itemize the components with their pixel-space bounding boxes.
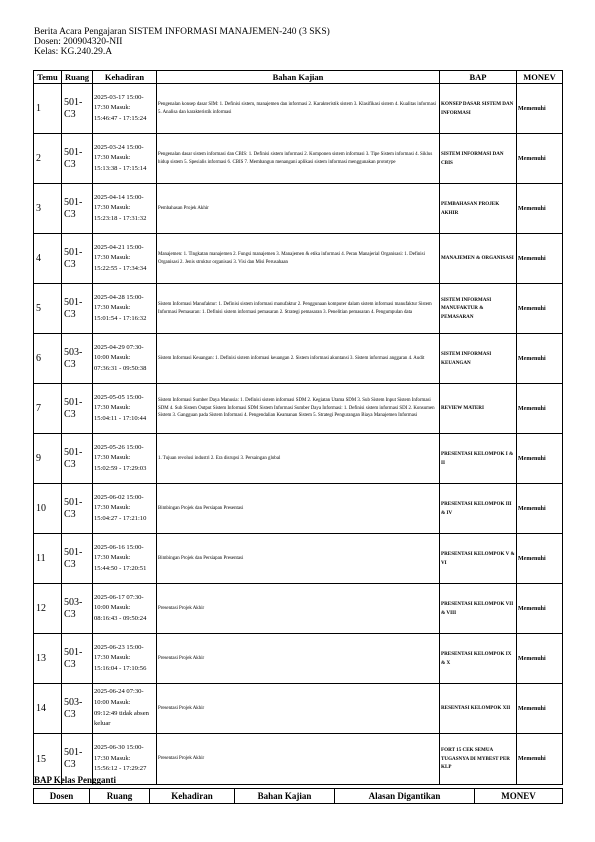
cell-monev: Memenuhi <box>517 634 563 684</box>
cell-bap: KONSEP DASAR SISTEM DAN INFORMASI <box>440 84 517 134</box>
cell-temu: 4 <box>34 234 62 284</box>
cell-monev: Memenuhi <box>517 484 563 534</box>
table-row <box>34 684 563 734</box>
cell-temu: 1 <box>34 84 62 134</box>
cell-kehadiran: 2025-04-28 15:00-17:30 Masuk: 15:01:54 - 17:16:32 <box>93 284 157 334</box>
table-header-row <box>34 71 563 84</box>
table-row <box>34 384 563 434</box>
cell-monev: Memenuhi <box>517 534 563 584</box>
cell-kehadiran: 2025-04-29 07:30-10:00 Masuk: 07:36:31 - 09:50:38 <box>93 334 157 384</box>
cell-monev: Memenuhi <box>517 334 563 384</box>
cell-bap: SISTEM INFORMASI KEUANGAN <box>440 334 517 384</box>
cell-bahan-kajian: Presentasi Projek Akhir <box>157 684 440 734</box>
cell-kehadiran: 2025-05-26 15:00-17:30 Masuk: 15:02:59 - 17:29:03 <box>93 434 157 484</box>
table-row <box>34 84 563 134</box>
cell-temu: 12 <box>34 584 62 634</box>
col-header-temu: Temu <box>34 71 62 84</box>
cell-kehadiran: 2025-06-24 07:30-10:00 Masuk: 09:12:49 tidak absen keluar <box>93 684 157 734</box>
cell-monev: Memenuhi <box>517 384 563 434</box>
cell-ruang: 501-C3 <box>62 484 93 534</box>
table-body <box>34 84 563 785</box>
table-row <box>34 484 563 534</box>
col-header-kehadiran: Kehadiran <box>93 71 157 84</box>
table-row <box>34 134 563 184</box>
cell-bahan-kajian: Pengenalan dasar sistem informasi dan CBIS: 1. Definisi sistem informasi 2. Komponen sistem informasi 3. Tipe Sistem informasi 4. Siklus hidup sistem 5. Spesialis informasi 6. CBIS 7. Membangun menangani aplikasi sistem informasi menggunakan prototype <box>157 134 440 184</box>
cell-kehadiran: 2025-04-14 15:00-17:30 Masuk: 15:23:18 - 17:31:32 <box>93 184 157 234</box>
cell-bap: SISTEM INFORMASI DAN CBIS <box>440 134 517 184</box>
cell-monev: Memenuhi <box>517 284 563 334</box>
table-row <box>34 234 563 284</box>
cell-monev: Memenuhi <box>517 184 563 234</box>
cell-bap: REVIEW MATERI <box>440 384 517 434</box>
cell-monev: Memenuhi <box>517 734 563 785</box>
cell-monev: Memenuhi <box>517 134 563 184</box>
cell-bap: PRESENTASI KELOMPOK I & II <box>440 434 517 484</box>
cell-temu: 15 <box>34 734 62 785</box>
cell-kehadiran: 2025-03-17 15:00-17:30 Masuk: 15:46:47 - 17:15:24 <box>93 84 157 134</box>
table-row <box>34 284 563 334</box>
cell-bahan-kajian: Presentasi Projek Akhir <box>157 734 440 785</box>
cell-monev: Memenuhi <box>517 684 563 734</box>
pengganti-col-alasan: Alasan Digantikan <box>335 789 475 804</box>
col-header-bahan-kajian: Bahan Kajian <box>157 71 440 84</box>
cell-bap: SISTEM INFORMASI MANUFAKTUR & PEMASARAN <box>440 284 517 334</box>
cell-bahan-kajian: Sistem Informasi Keuangan: 1. Definisi sistem informasi keuangan 2. Sistem informasi akuntansi 3. Sistem informasi anggaran 4. Audit <box>157 334 440 384</box>
cell-temu: 14 <box>34 684 62 734</box>
cell-bahan-kajian: Sistem Informasi Manufaktur: 1. Definisi sistem informasi manufaktur 2. Penggunaan komputer dalam sistem informasi manufaktur Sistem Informasi Pemasaran: 1. Definisi sistem informasi pemasaran 2. Strategi pemasaran 3. Penelitian pemasaran 4. Pengumpulan data <box>157 284 440 334</box>
table-row <box>34 334 563 384</box>
cell-ruang: 501-C3 <box>62 184 93 234</box>
document-title: Berita Acara Pengajaran SISTEM INFORMASI MANAJEMEN-240 (3 SKS) <box>34 27 330 37</box>
table-row <box>34 434 563 484</box>
cell-bahan-kajian: Bimbingan Projek dan Persiapan Presentasi <box>157 534 440 584</box>
pengganti-col-kehadiran: Kehadiran <box>150 789 235 804</box>
cell-temu: 10 <box>34 484 62 534</box>
cell-temu: 3 <box>34 184 62 234</box>
cell-ruang: 501-C3 <box>62 734 93 785</box>
cell-monev: Memenuhi <box>517 84 563 134</box>
cell-kehadiran: 2025-06-17 07:30-10:00 Masuk: 08:16:43 - 09:50:24 <box>93 584 157 634</box>
table-row <box>34 534 563 584</box>
pengganti-col-dosen: Dosen <box>34 789 90 804</box>
cell-bahan-kajian: Presentasi Projek Akhir <box>157 584 440 634</box>
cell-bap: MANAJEMEN & ORGANISASI <box>440 234 517 284</box>
cell-bap: PRESENTASI KELOMPOK VII & VIII <box>440 584 517 634</box>
cell-ruang: 503-C3 <box>62 684 93 734</box>
cell-bap: RESENTASI KELOMPOK XII <box>440 684 517 734</box>
cell-kehadiran: 2025-03-24 15:00-17:30 Masuk: 15:13:38 - 17:15:14 <box>93 134 157 184</box>
cell-bahan-kajian: Bimbingan Projek dan Persiapan Presentasi <box>157 484 440 534</box>
cell-kehadiran: 2025-06-16 15:00-17:30 Masuk: 15:44:50 - 17:20:51 <box>93 534 157 584</box>
col-header-bap: BAP <box>440 71 517 84</box>
pengganti-col-ruang: Ruang <box>90 789 150 804</box>
cell-bap: FORT 15 CEK SEMUA TUGASNYA DI MYBEST PER KLP <box>440 734 517 785</box>
cell-ruang: 501-C3 <box>62 534 93 584</box>
cell-kehadiran: 2025-06-23 15:00-17:30 Masuk: 15:16:04 - 17:10:56 <box>93 634 157 684</box>
cell-ruang: 501-C3 <box>62 384 93 434</box>
lecturer-line: Dosen: 200904320-NII <box>34 37 123 47</box>
attendance-table <box>33 70 563 785</box>
cell-temu: 5 <box>34 284 62 334</box>
cell-bahan-kajian: Pengenalan konsep dasar SIM: 1. Definisi sistem, manajemen dan informasi 2. Karakteristik sistem 3. Klasifikasi sistem 4. Kualitas informasi 5. Analisa dan karakteristik informasi <box>157 84 440 134</box>
cell-temu: 9 <box>34 434 62 484</box>
cell-kehadiran: 2025-06-02 15:00-17:30 Masuk: 15:04:27 - 17:21:10 <box>93 484 157 534</box>
cell-temu: 13 <box>34 634 62 684</box>
cell-ruang: 501-C3 <box>62 234 93 284</box>
pengganti-title: BAP Kelas Pengganti <box>34 775 117 785</box>
cell-bap: PRESENTASI KELOMPOK IX & X <box>440 634 517 684</box>
cell-temu: 11 <box>34 534 62 584</box>
cell-bahan-kajian: Presentasi Projek Akhir <box>157 634 440 684</box>
cell-monev: Memenuhi <box>517 584 563 634</box>
table-row <box>34 634 563 684</box>
cell-ruang: 501-C3 <box>62 634 93 684</box>
pengganti-header-row <box>34 789 563 804</box>
cell-bap: PRESENTASI KELOMPOK V & VI <box>440 534 517 584</box>
pengganti-col-bahan-kajian: Bahan Kajian <box>235 789 335 804</box>
cell-bahan-kajian: Manajemen: 1. Tingkatan manajemen 2. Fungsi manajemen 3. Manajemen & etika informasi 4. Peran Manajerial Organisasi: 1. Definisi Organisasi 2. Jenis struktur organisasi 3. Visi dan Misi Perusahaan <box>157 234 440 284</box>
col-header-ruang: Ruang <box>62 71 93 84</box>
cell-bahan-kajian: 1. Tujuan revolusi industri 2. Era disrupsi 3. Persaingan global <box>157 434 440 484</box>
cell-ruang: 501-C3 <box>62 284 93 334</box>
col-header-monev: MONEV <box>517 71 563 84</box>
cell-temu: 6 <box>34 334 62 384</box>
cell-ruang: 503-C3 <box>62 584 93 634</box>
pengganti-table <box>33 788 563 804</box>
cell-kehadiran: 2025-05-05 15:00-17:30 Masuk: 15:04:11 - 17:10:44 <box>93 384 157 434</box>
cell-bahan-kajian: Sistem Informasi Sumber Daya Manusia: 1. Definisi sistem informasi SDM 2. Kegiatan Utama SDM 3. Sub Sistem Input Sistem Informasi SDM 4. Sub Sistem Output Sistem Informasi SDM Sistem Informasi Sumber Daya Informasi: 1. Definisi sistem informasi SDI 2. Konsumen Sistem 3. Gangguan pada Sistem Informasi 4. Pengendalian Keamanan Sistem 5. Strategi Pengurangan Biaya Manajemen Informasi <box>157 384 440 434</box>
cell-ruang: 501-C3 <box>62 434 93 484</box>
cell-monev: Memenuhi <box>517 234 563 284</box>
table-row <box>34 184 563 234</box>
cell-bap: PEMBAHASAN PROJEK AKHIR <box>440 184 517 234</box>
cell-ruang: 501-C3 <box>62 134 93 184</box>
class-line: Kelas: KG.240.29.A <box>34 47 113 57</box>
cell-ruang: 503-C3 <box>62 334 93 384</box>
cell-kehadiran: 2025-04-21 15:00-17:30 Masuk: 15:22:55 - 17:34:34 <box>93 234 157 284</box>
cell-bap: PRESENTASI KELOMPOK III & IV <box>440 484 517 534</box>
cell-bahan-kajian: Pembahasan Projek Akhir <box>157 184 440 234</box>
pengganti-col-monev: MONEV <box>475 789 563 804</box>
cell-temu: 2 <box>34 134 62 184</box>
cell-kehadiran: 2025-06-30 15:00-17:30 Masuk: 15:56:12 - 17:29:27 <box>93 734 157 785</box>
cell-temu: 7 <box>34 384 62 434</box>
table-row <box>34 584 563 634</box>
cell-ruang: 501-C3 <box>62 84 93 134</box>
cell-monev: Memenuhi <box>517 434 563 484</box>
